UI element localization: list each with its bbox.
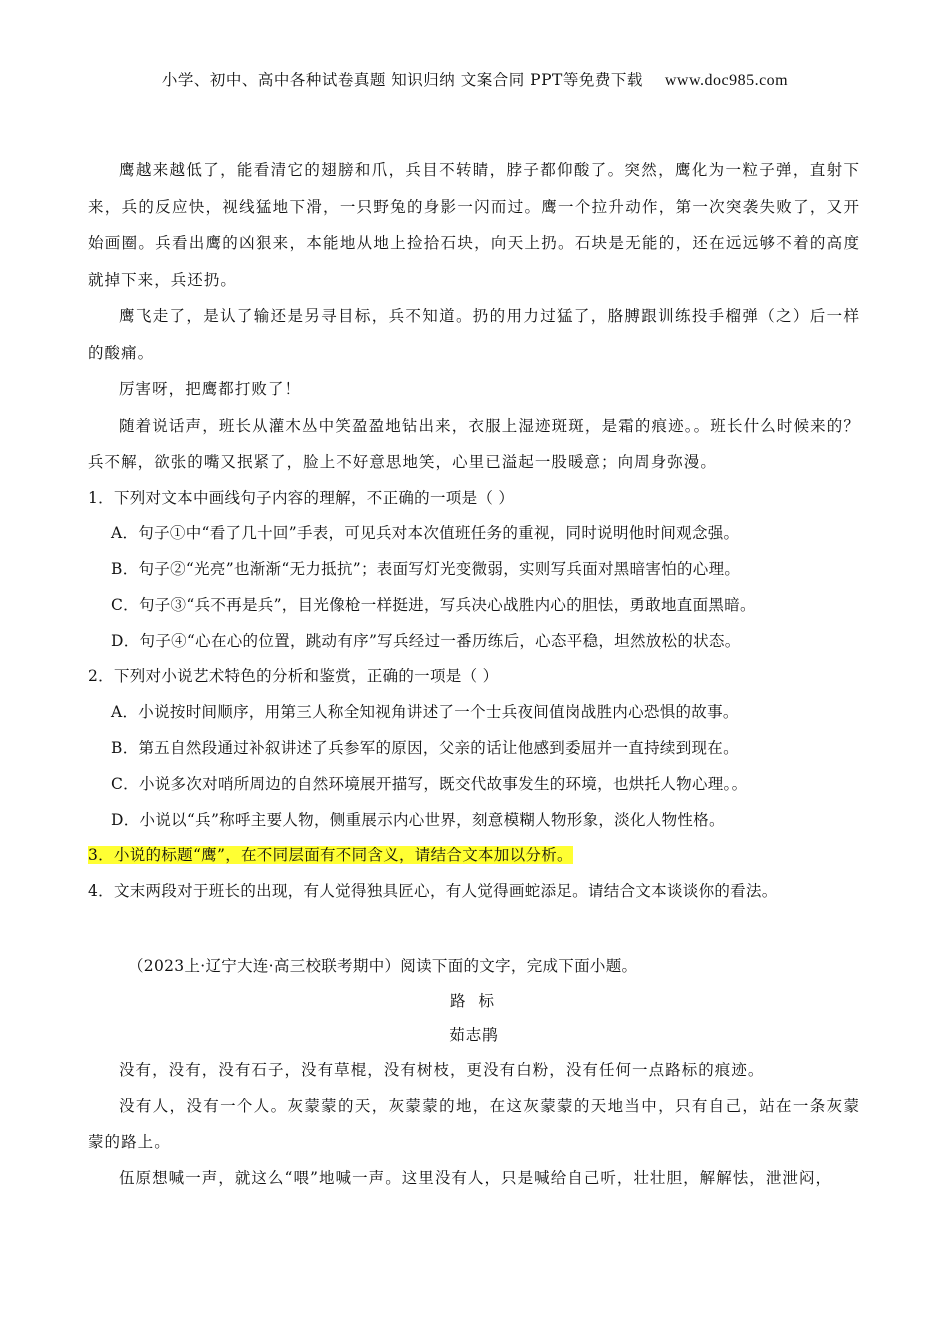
section-author: 茹志鹃 bbox=[449, 1026, 499, 1045]
header-site[interactable]: www.doc985.com bbox=[664, 72, 789, 89]
document-body bbox=[88, 152, 860, 1196]
question-3 bbox=[88, 838, 860, 874]
question-4: 4．文末两段对于班长的出现，有人觉得独具匠心，有人觉得画蛇添足。请结合文本谈谈你的看法。 bbox=[88, 882, 778, 901]
header-text: 小学、初中、高中各种试卷真题 知识归纳 文案合同 PPT等免费下载 bbox=[161, 71, 643, 89]
section-paragraph: 没有，没有，没有石子，没有草棍，没有树枝，更没有白粉，没有任何一点路标的痕迹。 bbox=[119, 1061, 765, 1080]
question-2: 2．下列对小说艺术特色的分析和鉴赏，正确的一项是（ ） bbox=[88, 667, 499, 686]
q2-option-c: C．小说多次对哨所周边的自然环境展开描写，既交代故事发生的环境，也烘托人物心理。。 bbox=[111, 774, 748, 793]
story-paragraph: 厉害呀，把鹰都打败了！ bbox=[119, 380, 302, 398]
q2-option-b: B．第五自然段通过补叙讲述了兵参军的原因，父亲的话让他感到委屈并一直持续到现在。 bbox=[111, 739, 739, 758]
q1-option-a: A．句子①中“看了几十回”手表，可见兵对本次值班任务的重视，同时说明他时间观念强。 bbox=[111, 524, 740, 543]
q1-option-c: C．句子③“兵不再是兵”，目光像枪一样挺进，写兵决心战胜内心的胆怯，勇敢地直面黑暗。 bbox=[111, 595, 756, 614]
section-paragraph: 没有人，没有一个人。灰蒙蒙的天，灰蒙蒙的地，在这灰蒙蒙的天地当中，只有自己，站在一条灰蒙蒙的路上。 bbox=[88, 1097, 860, 1152]
story-paragraph: 鹰越来越低了，能看清它的翅膀和爪，兵目不转睛，脖子都仰酸了。突然，鹰化为一粒子弹，直射下来，兵的反应快，视线猛地下滑，一只野兔的身影一闪而过。鹰一个拉升动作，第一次突袭失败了，又开始画圈。兵看出鹰的凶狠来，本能地从地上捡拾石块，向天上扔。石块是无能的，还在远远够不着的高度就掉下来，兵还扔。 bbox=[88, 161, 860, 289]
section-title: 路 标 bbox=[450, 992, 498, 1011]
q2-option-a: A．小说按时间顺序，用第三人称全知视角讲述了一个士兵夜间值岗战胜内心恐惧的故事。 bbox=[111, 703, 739, 722]
story-paragraph: 鹰飞走了，是认了输还是另寻目标，兵不知道。扔的用力过猛了，胳膊跟训练投手榴弹（之）后一样的酸痛。 bbox=[88, 307, 860, 362]
q2-option-d: D．小说以“兵”称呼主要人物，侧重展示内心世界，刻意模糊人物形象，淡化人物性格。 bbox=[111, 810, 725, 829]
highlighted-question-3: 3．小说的标题“鹰”，在不同层面有不同含义，请结合文本加以分析。 bbox=[88, 846, 573, 865]
story-paragraph: 随着说话声，班长从灌木丛中笑盈盈地钻出来，衣服上湿迹斑斑，是霜的痕迹。。班长什么时候来的？兵不解，欲张的嘴又抿紧了，脸上不好意思地笑，心里已溢起一股暖意；向周身弥漫。 bbox=[88, 416, 860, 471]
section-paragraph: 伍原想喊一声，就这么“喂”地喊一声。这里没有人，只是喊给自己听，壮壮胆，解解怯，泄泄闷， bbox=[119, 1169, 833, 1188]
page-header bbox=[0, 68, 950, 90]
question-1: 1．下列对文本中画线句子内容的理解，不正确的一项是（ ） bbox=[88, 488, 515, 507]
q1-option-b: B．句子②“光亮”也渐渐“无力抵抗”；表面写灯光变微弱，实则写兵面对黑暗害怕的心理。 bbox=[111, 560, 741, 579]
q1-option-d: D．句子④“心在心的位置，跳动有序”写兵经过一番历练后，心态平稳，坦然放松的状态。 bbox=[111, 631, 741, 650]
section-source: （2023上·辽宁大连·高三校联考期中）阅读下面的文字，完成下面小题。 bbox=[128, 957, 638, 976]
